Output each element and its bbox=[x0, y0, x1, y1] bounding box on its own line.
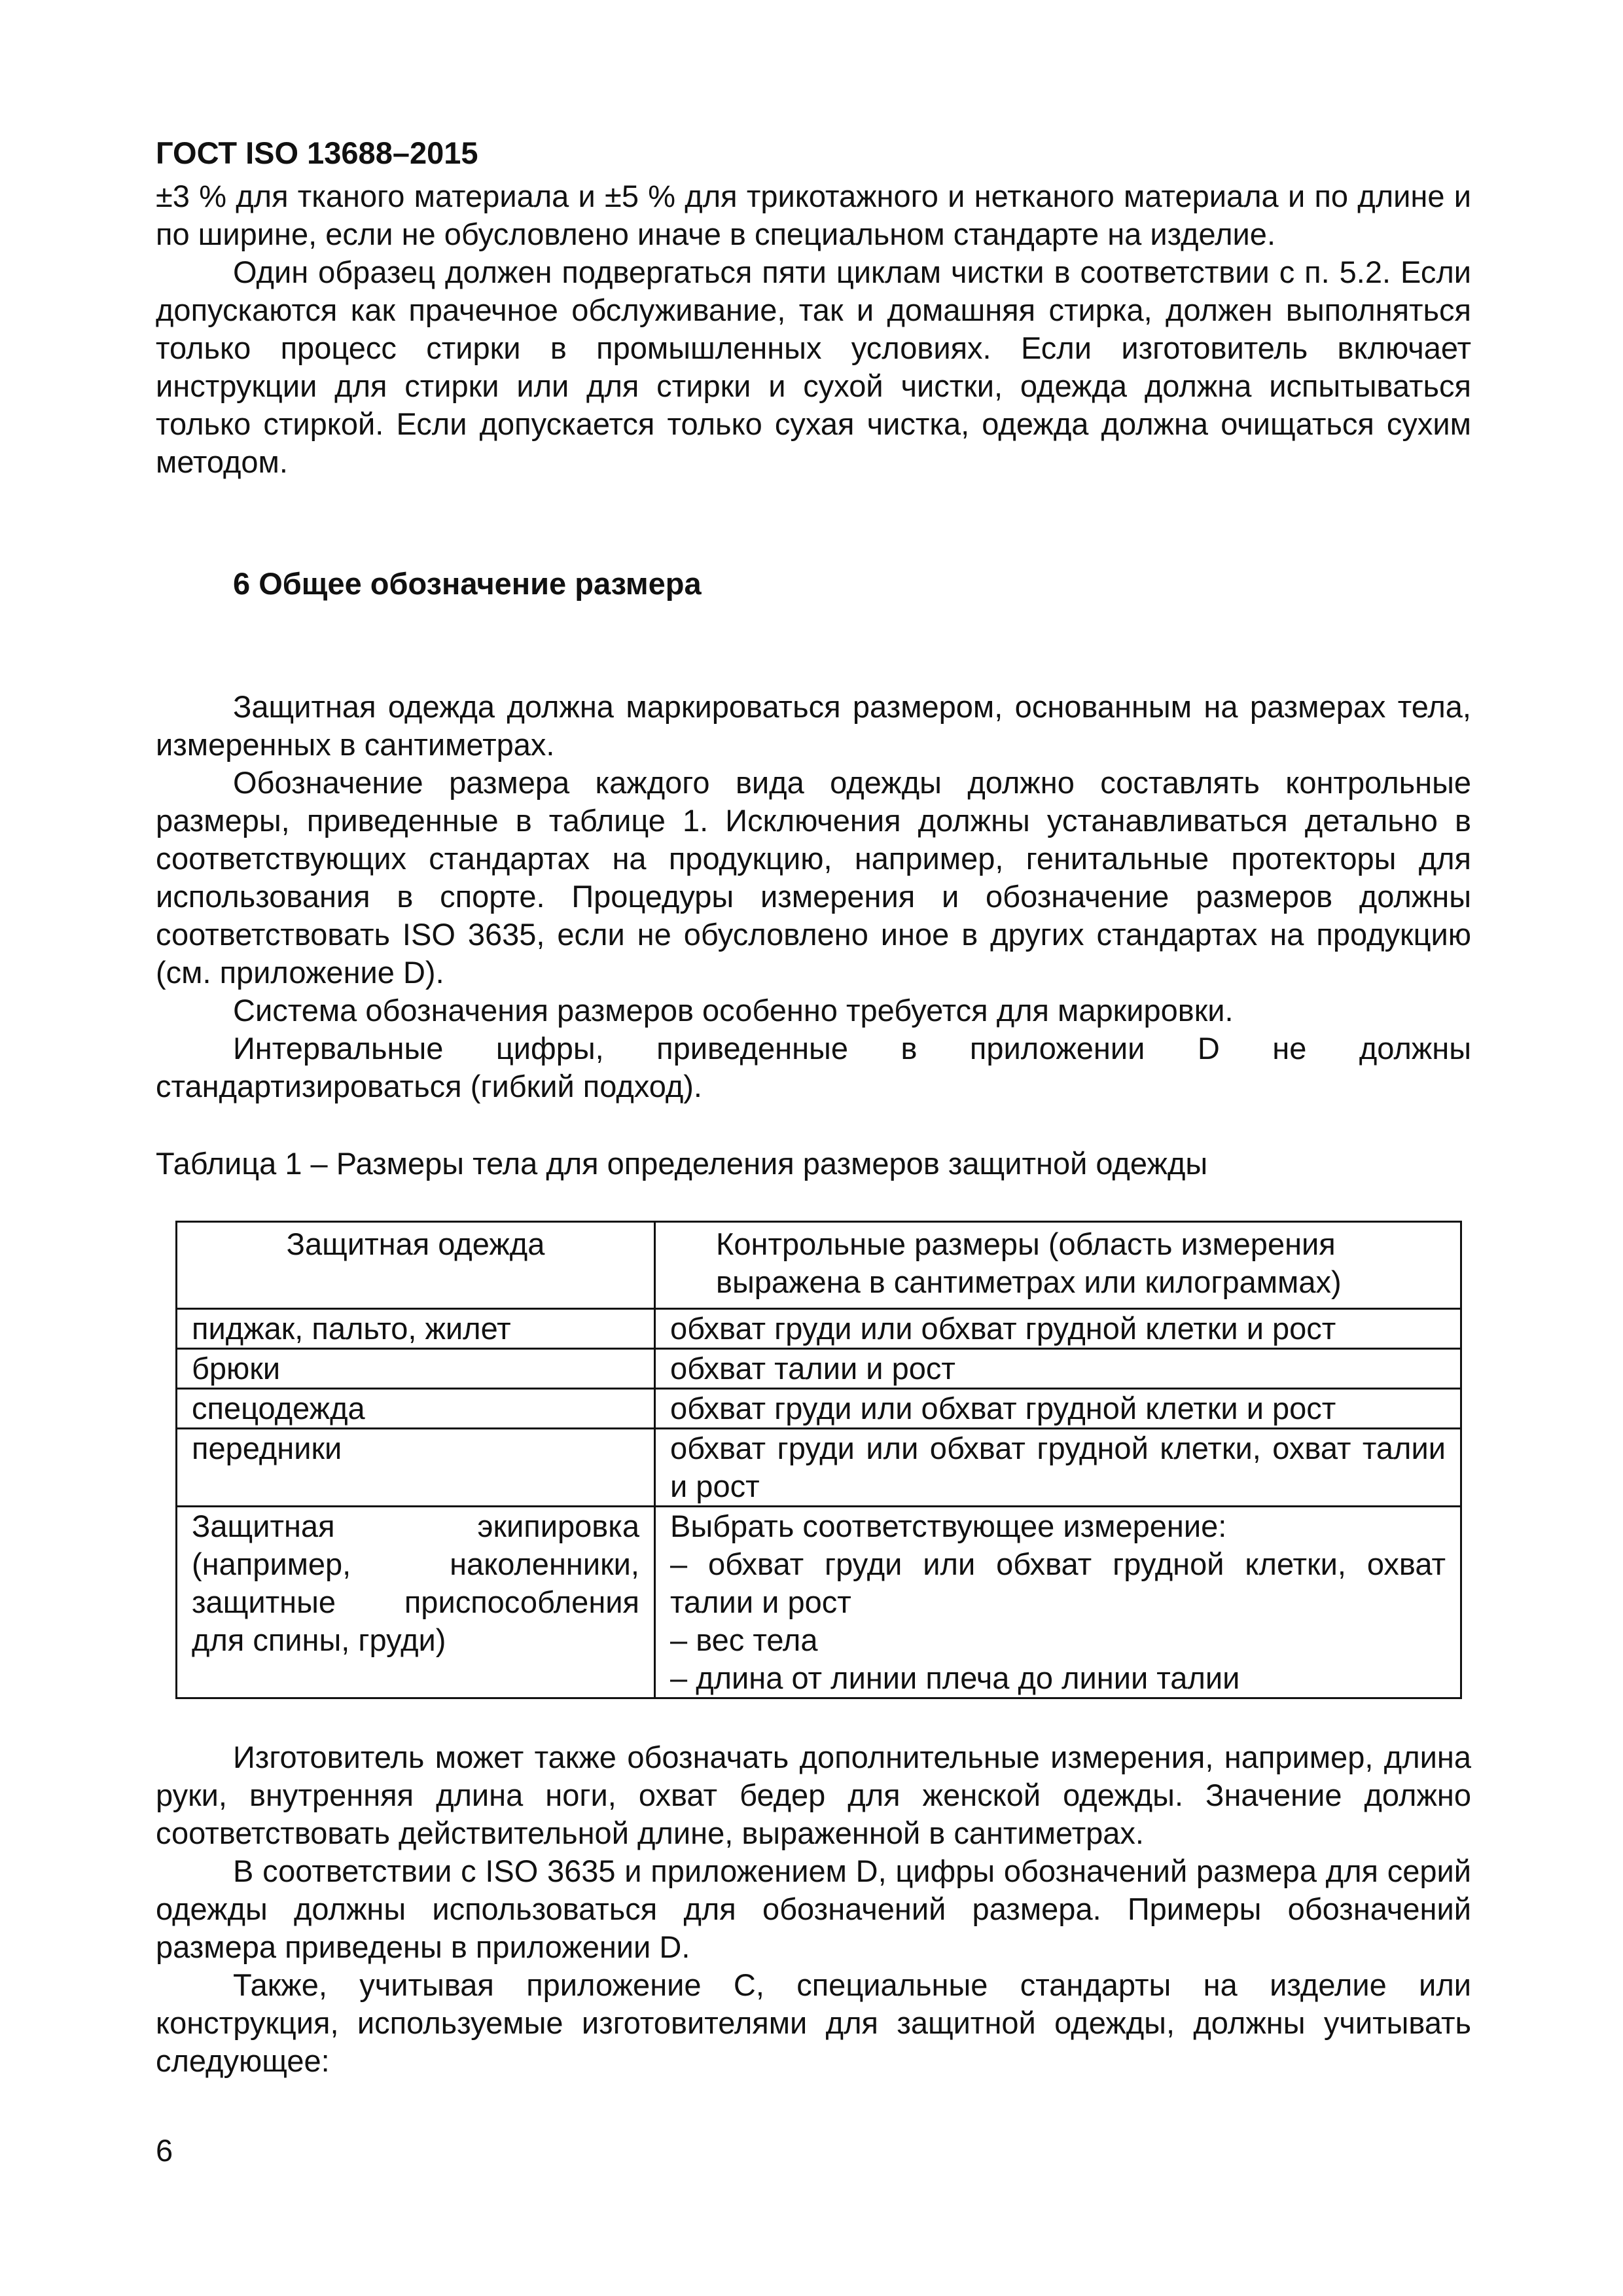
table-cell-garment: передники bbox=[177, 1429, 655, 1507]
measurement-line-1: Выбрать соответствующее измерение: bbox=[670, 1509, 1227, 1543]
section-paragraph-1: Защитная одежда должна маркироваться размером, основанным на размерах тела, измеренных в сантиметрах. bbox=[156, 689, 1471, 762]
table-cell-garment: брюки bbox=[177, 1349, 655, 1389]
table-cell-garment: Защитная экипировка (например, наколенники, защитные приспособления для спины, груди) bbox=[177, 1507, 655, 1698]
closing-paragraph-1: Изготовитель может также обозначать дополнительные измерения, например, длина руки, внутренняя длина ноги, охват бедер для женской одежды. Значение должно соответствовать действительной длине, выраженной в сантиметрах. bbox=[156, 1740, 1471, 1850]
measurement-line-4: – длина от линии плеча до линии талии bbox=[670, 1660, 1240, 1695]
table-cell-measurement bbox=[655, 1507, 1461, 1698]
table-header-measurements-line-1: Контрольные размеры (область измерения bbox=[716, 1227, 1336, 1261]
section-heading: 6 Общее обозначение размера bbox=[233, 566, 702, 601]
table-cell-measurement: обхват груди или обхват грудной клетки и рост bbox=[655, 1309, 1461, 1349]
table-cell-garment: пиджак, пальто, жилет bbox=[177, 1309, 655, 1349]
page-number: 6 bbox=[156, 2133, 173, 2168]
table-row bbox=[177, 1389, 1461, 1429]
section-paragraph-4: Интервальные цифры, приведенные в приложении D не должны стандартизироваться (гибкий подход). bbox=[156, 1031, 1471, 1103]
document-page bbox=[156, 134, 1471, 2080]
table-cell-garment: спецодежда bbox=[177, 1389, 655, 1429]
table-caption: Таблица 1 – Размеры тела для определения размеров защитной одежды bbox=[156, 1146, 1208, 1181]
table-header-row bbox=[177, 1222, 1461, 1309]
table-header-garment: Защитная одежда bbox=[177, 1222, 655, 1309]
table-cell-measurement: обхват груди или обхват грудной клетки и рост bbox=[655, 1389, 1461, 1429]
document-header: ГОСТ ISO 13688–2015 bbox=[156, 135, 478, 170]
intro-paragraph-1: ±3 % для тканого материала и ±5 % для трикотажного и нетканого материала и по длине и по ширине, если не обусловлено иначе в специальном стандарте на изделие. bbox=[156, 179, 1471, 251]
table-row bbox=[177, 1429, 1461, 1507]
section-paragraph-2: Обозначение размера каждого вида одежды должно составлять контрольные размеры, приведенные в таблице 1. Исключения должны устанавливаться детально в соответствующих стандартах на продукцию, например, генитальные протекторы для использования в спорте. Процедуры измерения и обозначение размеров должны соответствовать ISO 3635, если не обусловлено иное в других стандартах на продукцию (см. приложение D). bbox=[156, 765, 1471, 990]
table-cell-measurement: обхват талии и рост bbox=[655, 1349, 1461, 1389]
sizes-table bbox=[175, 1221, 1462, 1699]
section-paragraph-3: Система обозначения размеров особенно требуется для маркировки. bbox=[233, 993, 1234, 1028]
table-header-measurements-line-2: выражена в сантиметрах или килограммах) bbox=[716, 1265, 1342, 1299]
measurement-line-3: – вес тела bbox=[670, 1623, 818, 1657]
table-cell-measurement: обхват груди или обхват грудной клетки, охват талии и рост bbox=[655, 1429, 1461, 1507]
table-row bbox=[177, 1507, 1461, 1698]
closing-paragraph-3: Также, учитывая приложение C, специальные стандарты на изделие или конструкция, используемые изготовителями для защитной одежды, должны учитывать следующее: bbox=[156, 1967, 1471, 2078]
intro-paragraph-2: Один образец должен подвергаться пяти циклам чистки в соответствии с п. 5.2. Если допускаются как прачечное обслуживание, так и домашняя стирка, должен выполняться только процесс стирки в промышленных условиях. Если изготовитель включает инструкции для стирки или для стирки и сухой чистки, одежда должна испытываться только стиркой. Если допускается только сухая чистка, одежда должна очищаться сухим методом. bbox=[156, 255, 1471, 479]
table-row bbox=[177, 1349, 1461, 1389]
closing-paragraph-2: В соответствии с ISO 3635 и приложением D, цифры обозначений размера для серий одежды должны использоваться для обозначений размера. Примеры обозначений размера приведены в приложении D. bbox=[156, 1854, 1471, 1964]
table-row bbox=[177, 1309, 1461, 1349]
measurement-line-2: – обхват груди или обхват грудной клетки, охват талии и рост bbox=[670, 1547, 1446, 1619]
table-header-measurements bbox=[655, 1222, 1461, 1309]
